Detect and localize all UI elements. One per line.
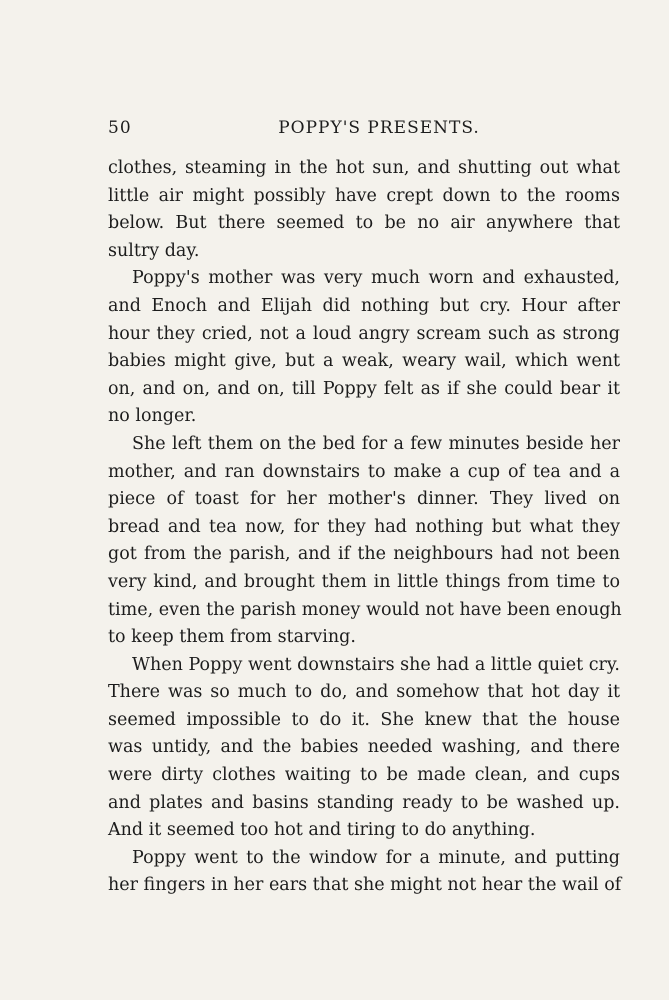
text-line: below. But there seemed to be no air anywhere that: [108, 213, 620, 234]
text-line: Poppy went to the window for a minute, and putting: [132, 847, 620, 868]
text-line: She left them on the bed for a few minutes beside her: [132, 433, 620, 454]
text-line: and plates and basins standing ready to be washed up.: [108, 792, 620, 813]
text-line: on, and on, and on, till Poppy felt as if she could bear it: [108, 378, 620, 399]
text-line: When Poppy went downstairs she had a little quiet cry.: [132, 654, 620, 675]
text-line: were dirty clothes waiting to be made clean, and cups: [108, 765, 620, 786]
text-line: piece of toast for her mother's dinner. They lived on: [108, 489, 620, 510]
page-number: 50: [108, 118, 132, 138]
running-head: [108, 118, 620, 144]
text-line: babies might give, but a weak, weary wail, which went: [108, 351, 620, 372]
text-line: no longer.: [108, 406, 197, 427]
text-line: Poppy's mother was very much worn and exhausted,: [132, 268, 620, 289]
text-line: seemed impossible to do it. She knew that the house: [108, 709, 620, 730]
text-line: very kind, and brought them in little things from time to: [108, 571, 620, 592]
body-text: [108, 155, 620, 900]
text-line: her fingers in her ears that she might not hear the wail of: [108, 875, 622, 896]
text-line: bread and tea now, for they had nothing but what they: [108, 516, 620, 537]
text-line: And it seemed too hot and tiring to do anything.: [108, 820, 536, 841]
text-line: sultry day.: [108, 240, 200, 261]
text-line: and Enoch and Elijah did nothing but cry. Hour after: [108, 295, 620, 316]
running-title: POPPY'S PRESENTS.: [278, 118, 480, 138]
text-line: got from the parish, and if the neighbours had not been: [108, 544, 620, 565]
text-line: to keep them from starving.: [108, 627, 356, 648]
text-line: There was so much to do, and somehow that hot day it: [108, 682, 620, 703]
text-line: hour they cried, not a loud angry scream such as strong: [108, 323, 620, 344]
text-line: mother, and ran downstairs to make a cup of tea and a: [108, 461, 620, 482]
text-line: time, even the parish money would not have been enough: [108, 599, 622, 620]
text-line: clothes, steaming in the hot sun, and shutting out what: [108, 158, 620, 178]
text-line: was untidy, and the babies needed washing, and there: [108, 737, 620, 758]
text-line: little air might possibly have crept down to the rooms: [108, 185, 620, 206]
